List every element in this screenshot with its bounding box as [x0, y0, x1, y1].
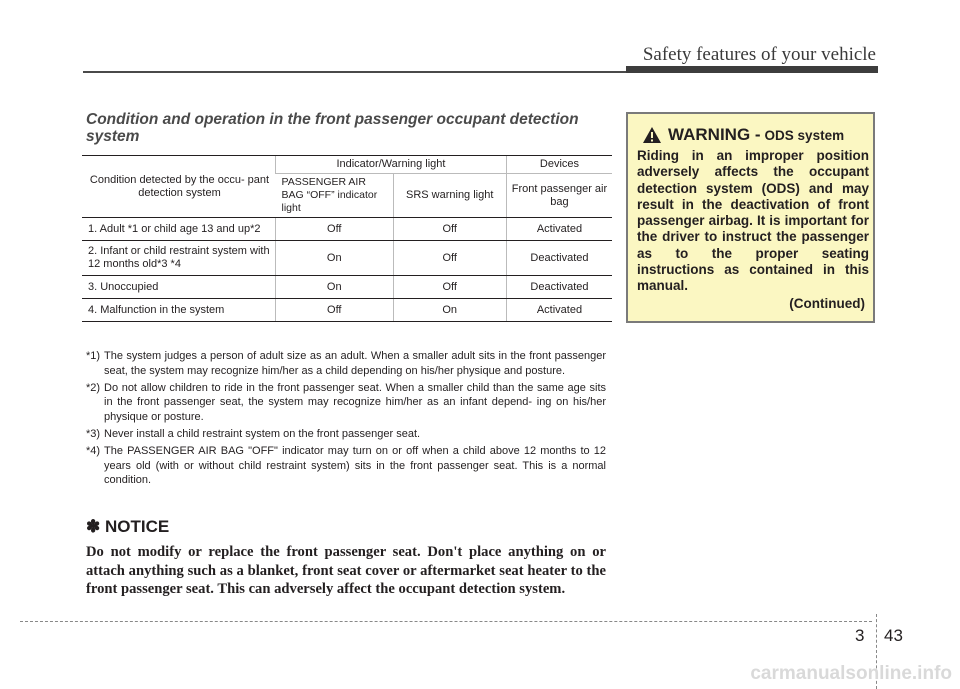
footnote-text: The PASSENGER AIR BAG "OFF" indicator may turn on or off when a child above 12 months to 12 years old (with or without child restraint system) sits in the front passenger seat. This is a normal condition. — [104, 445, 606, 487]
cell-srs: Off — [393, 218, 506, 241]
row-label: 2. Infant or child restraint system with 12 months old*3 *4 — [82, 241, 276, 276]
table-row — [82, 241, 612, 276]
cell-srs: Off — [393, 276, 506, 299]
warning-triangle-icon — [642, 126, 662, 144]
notice-title: ✽ NOTICE — [86, 517, 170, 536]
notice-body: Do not modify or replace the front passenger seat. Don't place anything on or attach anything such as a blanket, front seat cover or aftermarket seat heater to the front passenger seat. This can adversely affect the occupant detection system. — [86, 544, 606, 597]
col-header-srs-light: SRS warning light — [393, 174, 506, 218]
row-label: 3. Unoccupied — [82, 276, 276, 299]
warning-label: WARNING - — [668, 125, 761, 144]
cell-fpab: Activated — [506, 299, 612, 322]
footnote-text: The system judges a person of adult size as an adult. When a smaller adult sits in the front passenger seat, the system may recognize him/her as a child depending on his/her physique and posture. — [104, 350, 606, 377]
col-header-pab-indicator: PASSENGER AIR BAG “OFF” indicator light — [276, 174, 393, 218]
footnote-item — [86, 427, 606, 442]
warning-continued: (Continued) — [789, 296, 865, 311]
watermark: carmanualsonline.info — [750, 663, 952, 684]
condition-header: Condition detected by the occu- pant detection system — [82, 156, 276, 218]
section-number: 3 — [855, 626, 865, 645]
page-number: 43 — [884, 626, 903, 645]
row-label: 1. Adult *1 or child age 13 and up*2 — [82, 218, 276, 241]
cell-fpab: Activated — [506, 218, 612, 241]
page-header-title: Safety features of your vehicle — [642, 44, 876, 65]
row-label: 4. Malfunction in the system — [82, 299, 276, 322]
table-row — [82, 299, 612, 322]
footnote-item — [86, 381, 606, 425]
footnotes — [86, 349, 606, 490]
warning-text: Riding in an improper position adversely affects the occupant detection system (ODS) and may result in the deactivation of front passenger airbag. It is important for the driver to instruct the passenger as to the proper seating instructions as contained in this manual. — [637, 148, 869, 294]
cell-fpab: Deactivated — [506, 276, 612, 299]
footnote-text: Never install a child restraint system on the front passenger seat. — [104, 427, 421, 440]
cell-fpab: Deactivated — [506, 241, 612, 276]
footnote-item — [86, 349, 606, 378]
section-title: Condition and operation in the front passenger occupant detection system — [86, 111, 579, 145]
warning-header — [642, 125, 844, 145]
table-header-row — [82, 156, 612, 174]
footer-rule — [20, 621, 872, 622]
cell-pab: On — [276, 276, 393, 299]
cell-pab: Off — [276, 299, 393, 322]
cell-pab: Off — [276, 218, 393, 241]
col-header-front-airbag: Front passenger air bag — [506, 174, 612, 218]
table-row — [82, 276, 612, 299]
ods-condition-table — [82, 155, 612, 322]
cell-pab: On — [276, 241, 393, 276]
cell-srs: Off — [393, 241, 506, 276]
footnote-text: Do not allow children to ride in the front passenger seat. When a smaller child than the same age sits in the front passenger seat, the system may recognize him/her as an infant depend- ing on his/her physique or posture. — [104, 381, 606, 423]
devices-group-header: Devices — [506, 156, 612, 174]
warning-box — [626, 112, 875, 323]
indicator-group-header: Indicator/Warning light — [276, 156, 507, 174]
table-row — [82, 218, 612, 241]
footnote-mark: *2) — [86, 381, 101, 394]
footnote-item — [86, 444, 606, 488]
footnote-mark: *4) — [86, 445, 101, 458]
cell-srs: On — [393, 299, 506, 322]
header-rule-accent — [626, 66, 878, 73]
footnote-mark: *1) — [86, 350, 101, 362]
warning-subtitle: ODS system — [764, 127, 845, 143]
footnote-mark: *3) — [86, 427, 101, 440]
